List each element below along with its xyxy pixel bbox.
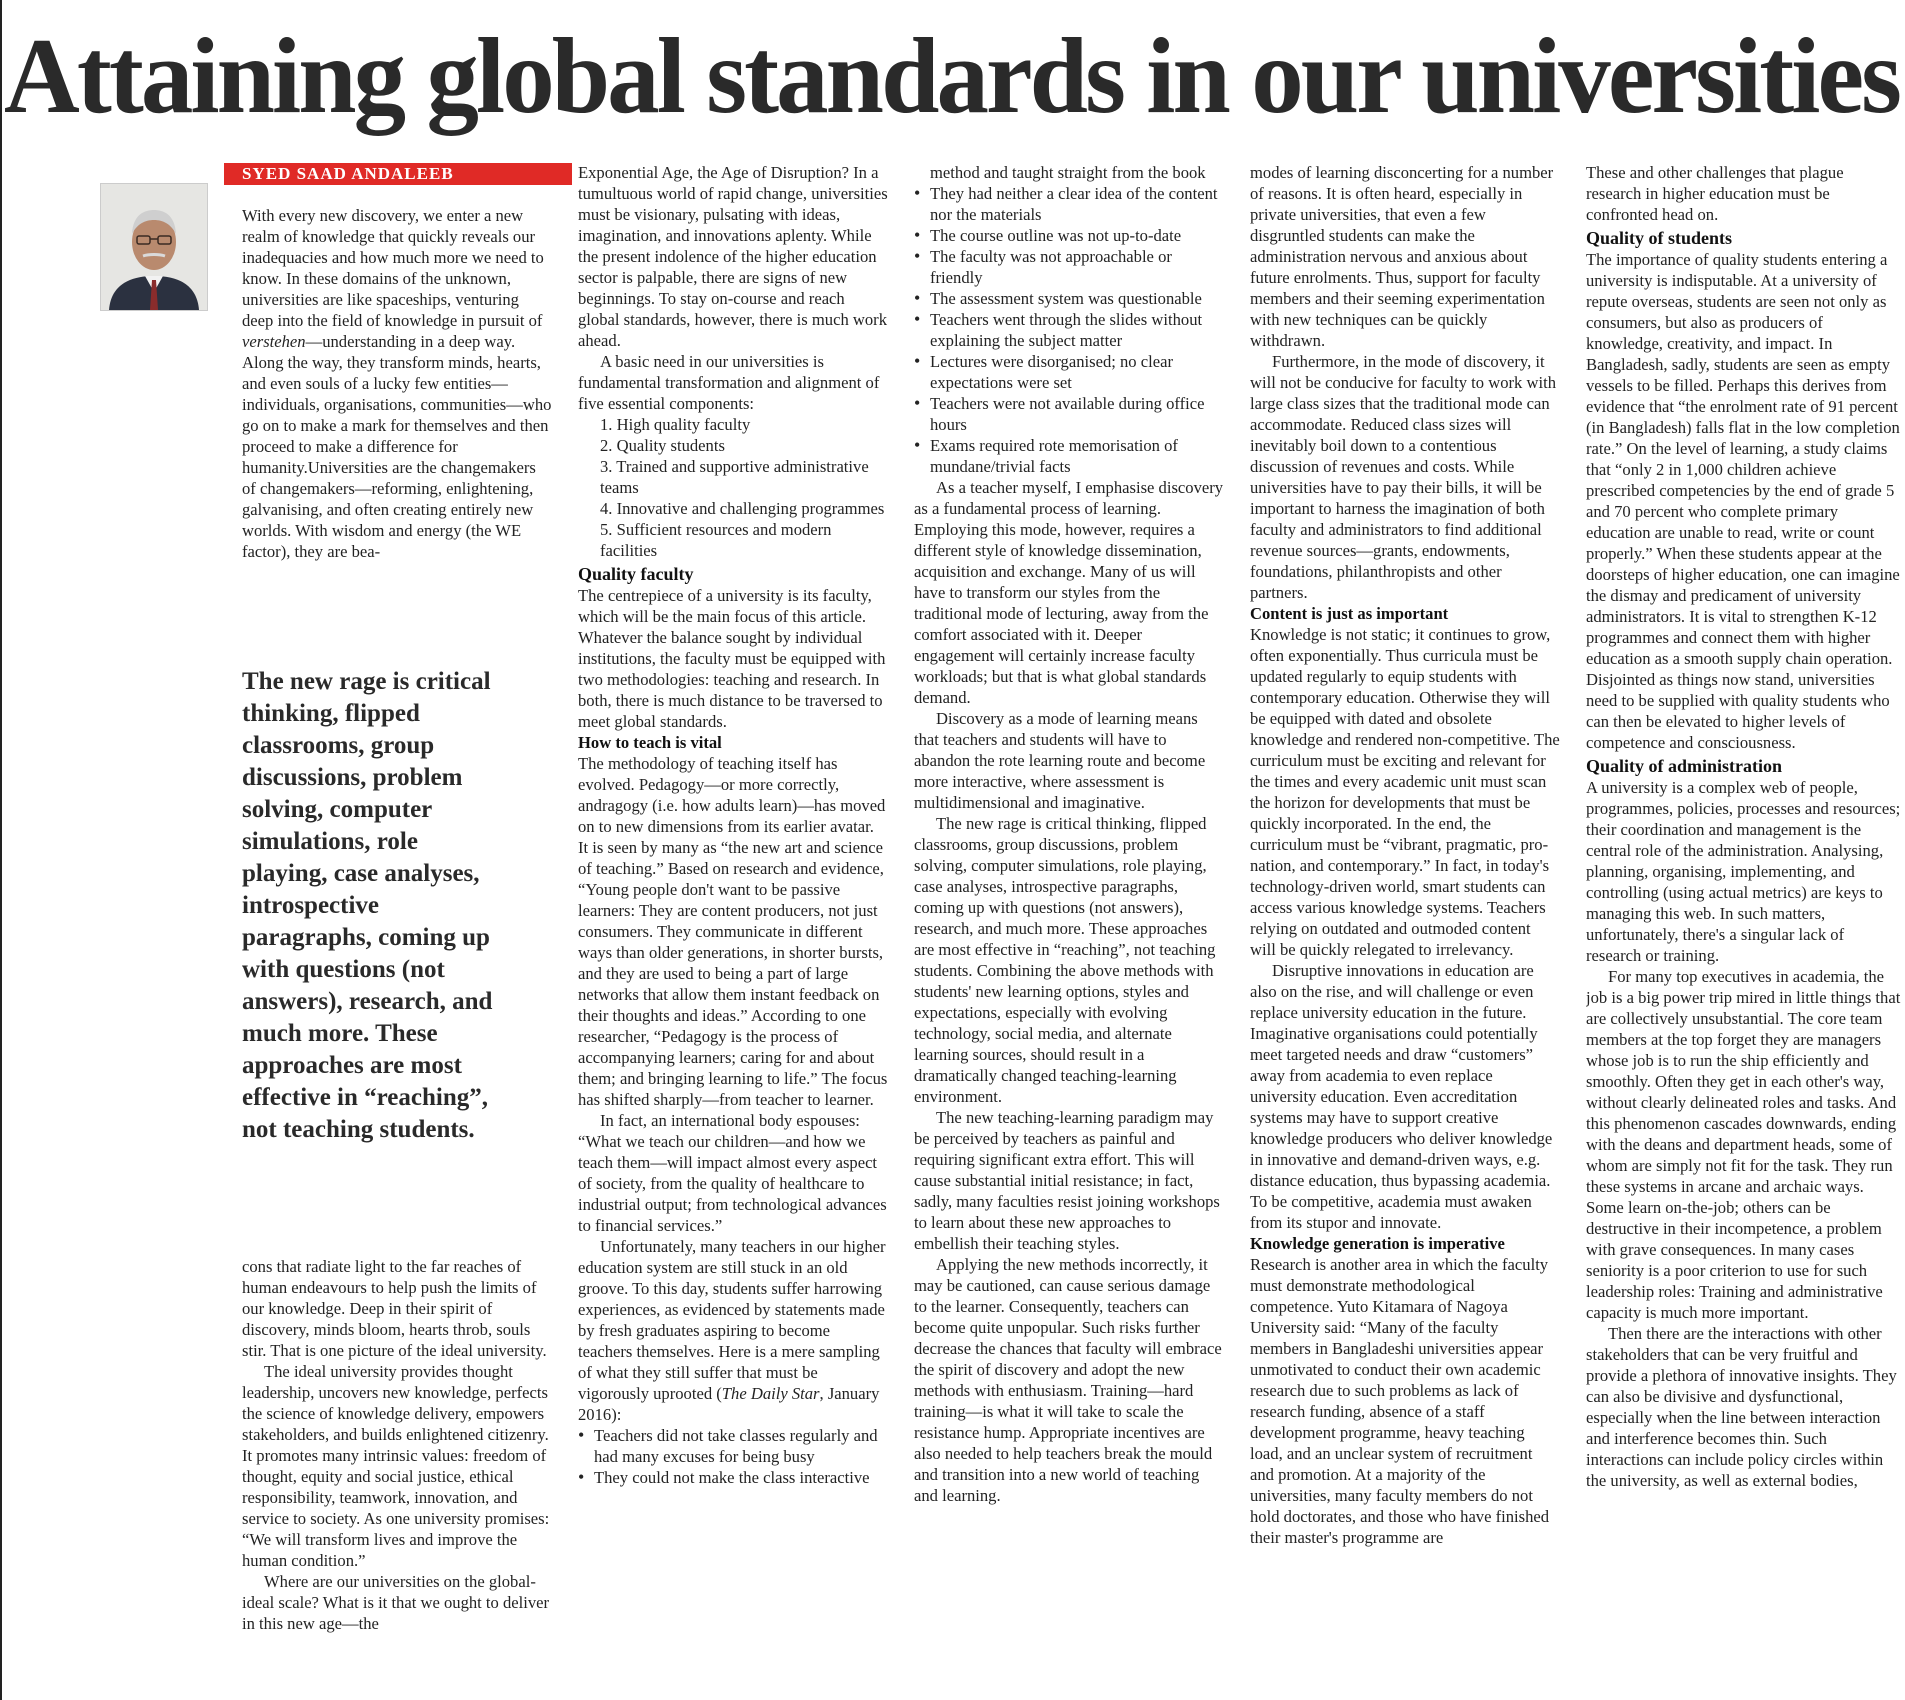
paragraph: With every new discovery, we enter a new realm of knowledge that quickly reveals our inadequacies and how much more we need to know. In these domains of the unknown, universities are like spaceships, venturing deep into the field of knowledge in pursuit of verstehen—understanding in a deep way. Along the way, they transform minds, hearts, and even souls of a lucky few entities—individuals, organisations, communities—who go on to make a mark for themselves and then proceed to make a difference for humanity.Universities are the changemakers of changemakers—reforming, enlightening, galvanising, and often creating entirely new worlds. With wisdom and energy (the WE factor), they are bea- xyxy=(242,206,552,561)
column-4 xyxy=(1250,162,1560,1700)
left-border-rule xyxy=(0,0,2,1700)
section-heading: Quality of administration xyxy=(1586,756,1783,776)
paragraph: Where are our universities on the global-ideal scale? What is it that we ought to deliver in this new age—the xyxy=(242,1572,550,1633)
section-heading: Quality faculty xyxy=(578,564,694,584)
list-item: • Teachers went through the slides without explaining the subject matter xyxy=(930,309,1224,351)
paragraph: The ideal university provides thought leadership, uncovers new knowledge, perfects the science of knowledge delivery, empowers stakeholders, and builds enlightened citizenry. It promotes many intrinsic values: freedom of thought, equity and social justice, ethical responsibility, teamwork, innovation, and service to society. As one university promises: “We will transform lives and improve the human condition.” xyxy=(242,1362,550,1570)
paragraph: These and other challenges that plague research in higher education must be confronted head on. xyxy=(1586,163,1844,224)
paragraph: In fact, an international body espouses: “What we teach our children—and how we teach them—will impact almost every aspect of society, from the quality of healthcare to industrial output; from technological advances to financial services.” xyxy=(578,1111,887,1235)
paragraph: A university is a complex web of people, programmes, policies, processes and resources; their coordination and management is the central role of the administration. Analysing, planning, organising, implementing, and controlling (using actual metrics) are keys to managing this web. In such matters, unfortunately, there's a singular lack of research or training. xyxy=(1586,778,1901,965)
author-portrait-icon xyxy=(101,184,207,310)
paragraph: The new teaching-learning paradigm may be perceived by teachers as painful and requiring significant extra effort. This will cause substantial initial resistance; in fact, sadly, many faculties resist joining workshops to learn about these new approaches to embellish their teaching styles. xyxy=(914,1108,1220,1253)
list-item: • Exams required rote memorisation of mundane/trivial facts xyxy=(930,435,1224,477)
paragraph: As a teacher myself, I emphasise discovery as a fundamental process of learning. Employing this mode, however, requires a different style of knowledge dissemination, acquisition and exchange. Many of us will have to transform our styles from the traditional mode of lecturing, away from the comfort associated with it. Deeper engagement will certainly increase faculty workloads; but that is what global standards demand. xyxy=(914,478,1224,707)
list-item: • Lectures were disorganised; no clear expectations were set xyxy=(930,351,1224,393)
subsection-heading: Content is just as important xyxy=(1250,604,1449,623)
paragraph: The new rage is critical thinking, flipped classrooms, group discussions, problem solving, computer simulations, role playing, case analyses, introspective paragraphs, coming up with questions (not answers), research, and much more. These approaches are most effective in “reaching”, not teaching students. Combining the above methods with students' new learning options, styles and expectations, especially with evolving technology, social media, and alternate learning sources, should result in a dramatically changed teaching-learning environment. xyxy=(914,814,1216,1106)
list-item: 4. Innovative and challenging programmes xyxy=(600,499,885,518)
list-item: • They could not make the class interactive xyxy=(594,1467,888,1488)
components-list xyxy=(578,414,888,561)
paragraph: method and taught straight from the book xyxy=(930,163,1206,182)
column-1-bottom xyxy=(242,1256,552,1700)
author-photo xyxy=(100,183,208,311)
subsection-heading: How to teach is vital xyxy=(578,733,722,752)
list-item: 1. High quality faculty xyxy=(600,415,751,434)
column-3 xyxy=(914,162,1224,1700)
paragraph: Furthermore, in the mode of discovery, it will not be conducive for faculty to work with large class sizes that the traditional mode can accommodate. Reduced class sizes will inevitably boil down to a contentious discussion of revenues and costs. While universities have to pay their bills, it will be important to harness the imagination of both faculty and administrators to find additional revenue sources—grants, endowments, foundations, philanthropists and other partners. xyxy=(1250,352,1556,602)
paragraph: The centrepiece of a university is its faculty, which will be the main focus of this article. Whatever the balance sought by individual institutions, the faculty must be equipped with two methodologies: teaching and research. In both, there is much distance to be traversed to meet global standards. xyxy=(578,586,886,731)
paragraph: Applying the new methods incorrectly, it may be cautioned, can cause serious damage to the learner. Consequently, teachers can become quite unpopular. Such risks further decrease the chances that faculty will embrace the spirit of discovery and adopt the new methods with enthusiasm. Training—hard training—is what it will take to scale the resistance hump. Appropriate incentives are also needed to help teachers break the mould and transition into a new world of teaching and learning. xyxy=(914,1255,1222,1505)
paragraph: For many top executives in academia, the job is a big power trip mired in little things that are collectively unsubstantial. The core team members at the top forget they are managers whose job is to run the ship efficiently and smoothly. Often they get in each other's way, without clearly delineated roles and tasks. And this phenomenon cascades downwards, ending with the deans and department heads, some of whom are simply not fit for the task. They run these systems in arcane and archaic ways. Some learn on-the-job; others can be destructive in their incompetence, a problem with grave consequences. In many cases seniority is a poor criterion to use for such leadership roles: Training and administrative capacity is much more important. xyxy=(1586,967,1901,1322)
author-byline: SYED SAAD ANDALEEB xyxy=(224,163,572,185)
section-heading: Quality of students xyxy=(1586,228,1733,248)
paragraph: The methodology of teaching itself has evolved. Pedagogy—or more correctly, andragogy (i.e. how adults learn)—has moved on to new dimensions from its earlier avatar. It is seen by many as “the new art and science of teaching.” Based on research and evidence, “Young people don't want to be passive learners: They are content producers, not just consumers. They communicate in different ways than older generations, in shorter bursts, and they are used to being a part of large networks that allow them instant feedback on their thoughts and ideas.” According to one researcher, “Pedagogy is the process of accompanying learners; caring for and about them; and bringing learning to life.” The focus has shifted sharply—from teacher to learner. xyxy=(578,754,888,1109)
paragraph: Disruptive innovations in education are also on the rise, and will challenge or even replace university education in the future. Imaginative organisations could potentially meet targeted needs and draw “customers” away from academia to even replace university education. Even accreditation systems may have to support creative knowledge producers who deliver knowledge in innovative and demand-driven ways, e.g. distance education, thus bypassing academia. To be competitive, academia must awaken from its stupor and innovate. xyxy=(1250,961,1553,1232)
paragraph: A basic need in our universities is fundamental transformation and alignment of five essential components: xyxy=(578,352,880,413)
complaints-list-continued xyxy=(914,183,1224,477)
list-item: 3. Trained and supportive administrative teams xyxy=(600,457,869,497)
list-item: • Teachers did not take classes regularly and had many excuses for being busy xyxy=(594,1425,888,1467)
paragraph: Then there are the interactions with other stakeholders that can be very fruitful and provide a plethora of innovative insights. They can also be divisive and dysfunctional, especially when the line between interaction and interference becomes thin. Such interactions can include policy circles within the university, as well as external bodies, xyxy=(1586,1324,1897,1490)
list-item: • The assessment system was questionable xyxy=(930,288,1224,309)
paragraph: Research is another area in which the faculty must demonstrate methodological competence. Yuto Kitamara of Nagoya University said: “Many of the faculty members in Bangladeshi universities appear unmotivated to conduct their own academic research due to such problems as lack of research funding, absence of a staff development programme, heavy teaching load, and an unclear system of recruitment and promotion. At a majority of the universities, many faculty members do not hold doctorates, and those who have finished their master's programme are xyxy=(1250,1255,1550,1547)
pull-quote: The new rage is critical thinking, flipped classrooms, group discussions, problem solving, computer simulations, role playing, case analyses, introspective paragraphs, coming up with questions (not answers), research, and much more. These approaches are most effective in “reaching”, not teaching students. xyxy=(242,668,493,1143)
list-item: 5. Sufficient resources and modern facilities xyxy=(600,520,832,560)
column-1-top xyxy=(242,205,552,625)
list-item: 2. Quality students xyxy=(600,436,725,455)
paragraph: modes of learning disconcerting for a number of reasons. It is often heard, especially in private universities, that even a few disgruntled students can make the administration nervous and anxious about future enrolments. Thus, support for faculty members and their seeming experimentation with new techniques can be quickly withdrawn. xyxy=(1250,163,1554,350)
paragraph: The importance of quality students entering a university is indisputable. At a university of repute overseas, students are seen not only as consumers, but also as producers of knowledge, creativity, and impact. In Bangladesh, sadly, students are seen as empty vessels to be filled. Perhaps this derives from evidence that “the enrolment rate of 91 percent (in Bangladesh) falls flat in the low completion rate.” On the level of learning, a study claims that “only 2 in 1,000 children achieve prescribed competencies by the end of grade 5 and 70 percent who complete primary education are unable to read, write or count properly.” When these students appear at the doorsteps of higher education, one can imagine the dismay and predicament of university administrators. It is vital to strengthen K-12 programmes and connect them with higher education as a smooth supply chain operation. Disjointed as things now stand, universities need to be supplied with quality students who can then be elevated to higher levels of competence and consciousness. xyxy=(1586,250,1900,752)
paragraph: cons that radiate light to the far reaches of human endeavours to help push the limits of our knowledge. Deep in their spirit of discovery, minds bloom, hearts throb, souls stir. That is one picture of the ideal university. xyxy=(242,1257,547,1360)
subsection-heading: Knowledge generation is imperative xyxy=(1250,1234,1505,1253)
list-item: • The faculty was not approachable or friendly xyxy=(930,246,1224,288)
paragraph: Exponential Age, the Age of Disruption? In a tumultuous world of rapid change, universities must be visionary, pulsating with ideas, imagination, and innovations aplenty. While the present indolence of the higher education sector is palpable, there are signs of new beginnings. To stay on-course and reach global standards, however, there is much work ahead. xyxy=(578,163,888,350)
column-5 xyxy=(1586,162,1902,1700)
paragraph: Unfortunately, many teachers in our higher education system are still stuck in an old groove. To this day, students suffer harrowing experiences, as evidenced by statements made by fresh graduates aspiring to become teachers themselves. Here is a mere sampling of what they still suffer that must be vigorously uprooted (The Daily Star, January 2016): xyxy=(578,1237,886,1424)
list-item: • The course outline was not up-to-date xyxy=(930,225,1224,246)
paragraph: Discovery as a mode of learning means that teachers and students will have to abandon the rote learning route and become more interactive, where assessment is multidimensional and imaginative. xyxy=(914,709,1206,812)
complaints-list xyxy=(578,1425,888,1488)
list-item: • Teachers were not available during office hours xyxy=(930,393,1224,435)
column-2 xyxy=(578,162,888,1700)
headline: Attaining global standards in our universities xyxy=(4,17,1899,136)
list-item: • They had neither a clear idea of the content nor the materials xyxy=(930,183,1224,225)
paragraph: Knowledge is not static; it continues to grow, often exponentially. Thus curricula must be updated regularly to equip students with contemporary education. Otherwise they will be equipped with dated and obsolete knowledge and rendered non-competitive. The curriculum must be exciting and relevant for the times and every academic unit must scan the horizon for developments that must be quickly incorporated. In the end, the curriculum must be “vibrant, pragmatic, pro-nation, and contemporary.” In fact, in today's technology-driven world, smart students can access various knowledge systems. Teachers relying on outdated and outmoded content will be quickly relegated to irrelevancy. xyxy=(1250,625,1560,959)
